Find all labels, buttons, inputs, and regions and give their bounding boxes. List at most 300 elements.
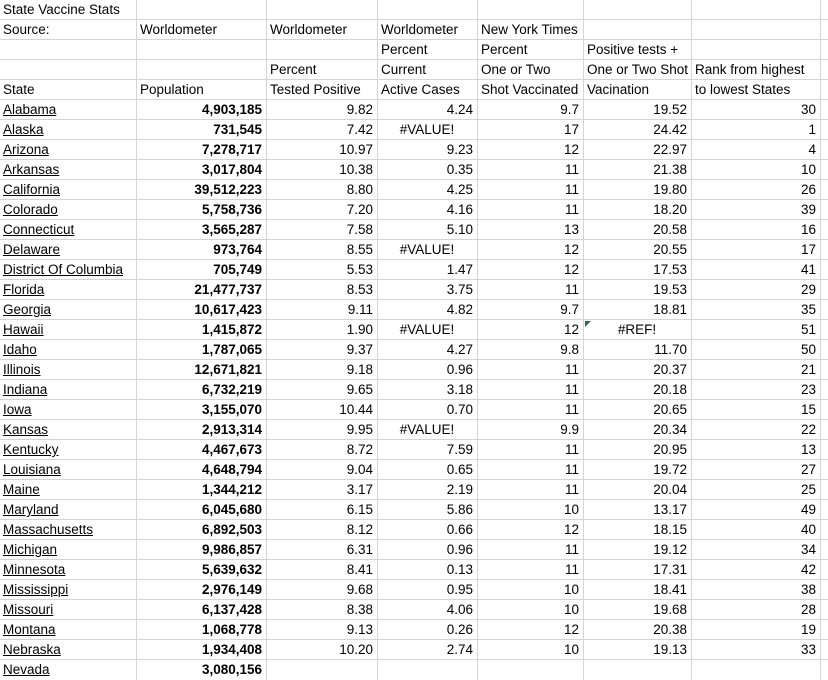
- vacination-cell[interactable]: 18.15: [584, 520, 692, 540]
- table-row: [0, 440, 828, 460]
- empty-cell[interactable]: [267, 40, 378, 60]
- active-cases-cell[interactable]: 0.96: [378, 360, 478, 380]
- vacination-cell[interactable]: 11.70: [584, 340, 692, 360]
- rank-cell[interactable]: 35: [692, 300, 821, 320]
- empty-cell[interactable]: [821, 360, 828, 380]
- active-cases-cell[interactable]: 0.13: [378, 560, 478, 580]
- shot-vaccinated-cell[interactable]: 11: [478, 560, 584, 580]
- population-cell[interactable]: 7,278,717: [137, 140, 267, 160]
- data-rows: [0, 100, 828, 677]
- shot-vaccinated-cell[interactable]: 12: [478, 240, 584, 260]
- tested-positive-cell[interactable]: 8.55: [267, 240, 378, 260]
- active-cases-cell[interactable]: 4.27: [378, 340, 478, 360]
- population-cell[interactable]: 4,648,794: [137, 460, 267, 480]
- vacination-cell[interactable]: 18.41: [584, 580, 692, 600]
- rank-cell[interactable]: 10: [692, 160, 821, 180]
- empty-cell[interactable]: [0, 60, 137, 80]
- shot-vaccinated-cell[interactable]: 10: [478, 600, 584, 620]
- rank-cell[interactable]: 40: [692, 520, 821, 540]
- state-cell[interactable]: Massachusetts: [0, 520, 137, 540]
- rank-cell[interactable]: 26: [692, 180, 821, 200]
- tested-header-line1-cell[interactable]: Percent: [267, 60, 378, 80]
- empty-cell[interactable]: [137, 60, 267, 80]
- active-cases-cell[interactable]: #VALUE!: [378, 240, 478, 260]
- column-header-population[interactable]: Population: [137, 80, 267, 100]
- population-cell[interactable]: 1,068,778: [137, 620, 267, 640]
- active-cases-cell[interactable]: 0.65: [378, 460, 478, 480]
- table-row: [0, 540, 828, 560]
- state-cell[interactable]: Alabama: [0, 100, 137, 120]
- vacination-cell[interactable]: 19.52: [584, 100, 692, 120]
- active-cases-cell[interactable]: #VALUE!: [378, 320, 478, 340]
- shot-vaccinated-cell[interactable]: 11: [478, 160, 584, 180]
- tested-positive-cell[interactable]: 10.38: [267, 160, 378, 180]
- vacination-cell[interactable]: 18.20: [584, 200, 692, 220]
- rank-header-line1-cell[interactable]: Rank from highest: [692, 60, 821, 80]
- tested-positive-cell[interactable]: 9.68: [267, 580, 378, 600]
- population-cell[interactable]: 10,617,423: [137, 300, 267, 320]
- tested-positive-cell[interactable]: [267, 660, 378, 680]
- population-cell[interactable]: 12,671,821: [137, 360, 267, 380]
- tested-positive-cell[interactable]: 8.12: [267, 520, 378, 540]
- tested-positive-cell[interactable]: 6.15: [267, 500, 378, 520]
- active-cases-cell[interactable]: #VALUE!: [378, 420, 478, 440]
- empty-cell[interactable]: [478, 0, 584, 20]
- shot-vaccinated-cell[interactable]: 12: [478, 320, 584, 340]
- empty-cell[interactable]: [821, 640, 828, 660]
- empty-cell[interactable]: [821, 140, 828, 160]
- rank-cell[interactable]: 51: [692, 320, 821, 340]
- active-cases-cell[interactable]: [378, 660, 478, 680]
- population-cell[interactable]: 1,415,872: [137, 320, 267, 340]
- table-row: [0, 640, 828, 660]
- column-header-state[interactable]: State: [0, 80, 137, 100]
- tested-positive-cell[interactable]: 3.17: [267, 480, 378, 500]
- active-header-line1-cell[interactable]: Percent: [378, 40, 478, 60]
- table-row: [0, 580, 828, 600]
- rank-cell[interactable]: 29: [692, 280, 821, 300]
- empty-cell[interactable]: [821, 100, 828, 120]
- header-row-3: [0, 40, 828, 60]
- vacination-header-line1-cell[interactable]: Positive tests +: [584, 40, 692, 60]
- tested-positive-cell[interactable]: 6.31: [267, 540, 378, 560]
- empty-cell[interactable]: [821, 380, 828, 400]
- empty-cell[interactable]: [821, 80, 828, 100]
- population-cell[interactable]: 3,565,287: [137, 220, 267, 240]
- vacination-cell[interactable]: 20.34: [584, 420, 692, 440]
- active-header-line2-cell[interactable]: Current: [378, 60, 478, 80]
- table-row: [0, 160, 828, 180]
- vacination-cell[interactable]: 20.37: [584, 360, 692, 380]
- vacination-cell[interactable]: 19.13: [584, 640, 692, 660]
- state-cell[interactable]: Arizona: [0, 140, 137, 160]
- shot-vaccinated-cell[interactable]: 11: [478, 200, 584, 220]
- empty-cell[interactable]: [821, 260, 828, 280]
- vacination-cell[interactable]: 20.55: [584, 240, 692, 260]
- state-cell[interactable]: Georgia: [0, 300, 137, 320]
- state-cell[interactable]: Montana: [0, 620, 137, 640]
- state-cell[interactable]: Alaska: [0, 120, 137, 140]
- tested-positive-cell[interactable]: 10.44: [267, 400, 378, 420]
- active-cases-cell[interactable]: 9.23: [378, 140, 478, 160]
- rank-cell[interactable]: 13: [692, 440, 821, 460]
- empty-cell[interactable]: [821, 600, 828, 620]
- source-tested-cell[interactable]: Worldometer: [267, 20, 378, 40]
- state-cell[interactable]: Mississippi: [0, 580, 137, 600]
- table-row: [0, 560, 828, 580]
- empty-cell[interactable]: [692, 0, 821, 20]
- empty-cell[interactable]: [821, 480, 828, 500]
- rank-cell[interactable]: 16: [692, 220, 821, 240]
- shot-vaccinated-cell[interactable]: 9.7: [478, 100, 584, 120]
- population-cell[interactable]: 2,976,149: [137, 580, 267, 600]
- vaccinated-header-line2-cell[interactable]: One or Two: [478, 60, 584, 80]
- tested-positive-cell[interactable]: 10.97: [267, 140, 378, 160]
- rank-cell[interactable]: 27: [692, 460, 821, 480]
- table-row: [0, 260, 828, 280]
- empty-cell[interactable]: [821, 160, 828, 180]
- state-cell[interactable]: Kentucky: [0, 440, 137, 460]
- shot-vaccinated-cell[interactable]: 11: [478, 380, 584, 400]
- tested-positive-cell[interactable]: 7.58: [267, 220, 378, 240]
- tested-positive-cell[interactable]: 9.65: [267, 380, 378, 400]
- table-row: [0, 100, 828, 120]
- active-cases-cell[interactable]: 4.25: [378, 180, 478, 200]
- empty-cell[interactable]: [821, 400, 828, 420]
- shot-vaccinated-cell[interactable]: 13: [478, 220, 584, 240]
- table-row: [0, 280, 828, 300]
- sheet-title-cell[interactable]: State Vaccine Stats: [0, 0, 137, 20]
- shot-vaccinated-cell[interactable]: 11: [478, 180, 584, 200]
- vacination-cell[interactable]: 24.42: [584, 120, 692, 140]
- shot-vaccinated-cell[interactable]: 9.9: [478, 420, 584, 440]
- empty-cell[interactable]: [0, 40, 137, 60]
- empty-cell[interactable]: [821, 440, 828, 460]
- empty-cell[interactable]: [821, 320, 828, 340]
- shot-vaccinated-cell[interactable]: 11: [478, 440, 584, 460]
- state-cell[interactable]: Arkansas: [0, 160, 137, 180]
- active-cases-cell[interactable]: 3.75: [378, 280, 478, 300]
- population-cell[interactable]: 6,732,219: [137, 380, 267, 400]
- shot-vaccinated-cell[interactable]: 12: [478, 260, 584, 280]
- vacination-cell[interactable]: 13.17: [584, 500, 692, 520]
- table-row: [0, 460, 828, 480]
- state-cell[interactable]: Iowa: [0, 400, 137, 420]
- state-cell[interactable]: Nebraska: [0, 640, 137, 660]
- rank-cell[interactable]: 41: [692, 260, 821, 280]
- population-cell[interactable]: 1,344,212: [137, 480, 267, 500]
- state-cell[interactable]: Florida: [0, 280, 137, 300]
- rank-cell[interactable]: 15: [692, 400, 821, 420]
- active-cases-cell[interactable]: 7.59: [378, 440, 478, 460]
- rank-cell[interactable]: 1: [692, 120, 821, 140]
- rank-cell[interactable]: 39: [692, 200, 821, 220]
- table-row: [0, 200, 828, 220]
- population-cell[interactable]: 3,080,156: [137, 660, 267, 680]
- rank-cell[interactable]: 34: [692, 540, 821, 560]
- empty-cell[interactable]: [821, 200, 828, 220]
- shot-vaccinated-cell[interactable]: 10: [478, 500, 584, 520]
- population-cell[interactable]: 6,892,503: [137, 520, 267, 540]
- active-cases-cell[interactable]: 0.96: [378, 540, 478, 560]
- empty-cell[interactable]: [821, 460, 828, 480]
- vacination-cell[interactable]: #REF!: [584, 320, 692, 340]
- empty-cell[interactable]: [821, 540, 828, 560]
- empty-cell[interactable]: [584, 20, 692, 40]
- active-cases-cell[interactable]: 2.19: [378, 480, 478, 500]
- empty-cell[interactable]: [821, 560, 828, 580]
- active-cases-cell[interactable]: 0.26: [378, 620, 478, 640]
- rank-cell[interactable]: 49: [692, 500, 821, 520]
- rank-cell[interactable]: 4: [692, 140, 821, 160]
- rank-cell[interactable]: 21: [692, 360, 821, 380]
- empty-cell[interactable]: [584, 0, 692, 20]
- rank-cell[interactable]: 19: [692, 620, 821, 640]
- active-cases-cell[interactable]: #VALUE!: [378, 120, 478, 140]
- tested-positive-cell[interactable]: 9.18: [267, 360, 378, 380]
- active-cases-cell[interactable]: 2.74: [378, 640, 478, 660]
- vacination-cell[interactable]: 20.04: [584, 480, 692, 500]
- column-header-rank[interactable]: to lowest States: [692, 80, 821, 100]
- column-header-tested[interactable]: Tested Positive: [267, 80, 378, 100]
- vacination-cell[interactable]: 20.95: [584, 440, 692, 460]
- table-row: [0, 180, 828, 200]
- empty-cell[interactable]: [378, 0, 478, 20]
- active-cases-cell[interactable]: 5.86: [378, 500, 478, 520]
- shot-vaccinated-cell[interactable]: 9.8: [478, 340, 584, 360]
- state-cell[interactable]: Indiana: [0, 380, 137, 400]
- shot-vaccinated-cell[interactable]: 10: [478, 640, 584, 660]
- empty-cell[interactable]: [821, 40, 828, 60]
- empty-cell[interactable]: [821, 300, 828, 320]
- rank-cell[interactable]: 22: [692, 420, 821, 440]
- tested-positive-cell[interactable]: 9.04: [267, 460, 378, 480]
- empty-cell[interactable]: [821, 660, 828, 680]
- population-cell[interactable]: 973,764: [137, 240, 267, 260]
- rank-cell[interactable]: 30: [692, 100, 821, 120]
- rank-cell[interactable]: 28: [692, 600, 821, 620]
- state-cell[interactable]: Idaho: [0, 340, 137, 360]
- state-cell[interactable]: Connecticut: [0, 220, 137, 240]
- vacination-cell[interactable]: 19.72: [584, 460, 692, 480]
- state-cell[interactable]: Illinois: [0, 360, 137, 380]
- shot-vaccinated-cell[interactable]: 11: [478, 540, 584, 560]
- shot-vaccinated-cell[interactable]: 12: [478, 140, 584, 160]
- active-cases-cell[interactable]: 4.16: [378, 200, 478, 220]
- source-label-cell[interactable]: Source:: [0, 20, 137, 40]
- empty-cell[interactable]: [821, 60, 828, 80]
- table-row: [0, 120, 828, 140]
- rank-cell[interactable]: [692, 660, 821, 680]
- active-cases-cell[interactable]: 0.70: [378, 400, 478, 420]
- active-cases-cell[interactable]: 3.18: [378, 380, 478, 400]
- state-cell[interactable]: Colorado: [0, 200, 137, 220]
- table-row: [0, 320, 828, 340]
- vacination-cell[interactable]: 21.38: [584, 160, 692, 180]
- empty-cell[interactable]: [821, 280, 828, 300]
- shot-vaccinated-cell[interactable]: 10: [478, 580, 584, 600]
- tested-positive-cell[interactable]: 9.13: [267, 620, 378, 640]
- population-cell[interactable]: 731,545: [137, 120, 267, 140]
- state-cell[interactable]: Michigan: [0, 540, 137, 560]
- vacination-cell[interactable]: 20.58: [584, 220, 692, 240]
- rank-cell[interactable]: 33: [692, 640, 821, 660]
- state-cell[interactable]: Nevada: [0, 660, 137, 680]
- column-header-vaccinated[interactable]: Shot Vaccinated: [478, 80, 584, 100]
- empty-cell[interactable]: [821, 520, 828, 540]
- shot-vaccinated-cell[interactable]: 11: [478, 480, 584, 500]
- error-indicator-icon: [585, 321, 591, 327]
- vacination-cell[interactable]: 18.81: [584, 300, 692, 320]
- population-cell[interactable]: 4,903,185: [137, 100, 267, 120]
- empty-cell[interactable]: [821, 340, 828, 360]
- empty-cell[interactable]: [692, 20, 821, 40]
- population-cell[interactable]: 6,045,680: [137, 500, 267, 520]
- vacination-cell[interactable]: 19.68: [584, 600, 692, 620]
- vacination-cell[interactable]: 22.97: [584, 140, 692, 160]
- active-cases-cell[interactable]: 5.10: [378, 220, 478, 240]
- population-cell[interactable]: 2,913,314: [137, 420, 267, 440]
- state-cell[interactable]: Minnesota: [0, 560, 137, 580]
- tested-positive-cell[interactable]: 5.53: [267, 260, 378, 280]
- tested-positive-cell[interactable]: 7.20: [267, 200, 378, 220]
- active-cases-cell[interactable]: 0.35: [378, 160, 478, 180]
- shot-vaccinated-cell[interactable]: 11: [478, 360, 584, 380]
- state-cell[interactable]: Kansas: [0, 420, 137, 440]
- state-cell[interactable]: Maryland: [0, 500, 137, 520]
- vacination-cell[interactable]: 19.12: [584, 540, 692, 560]
- tested-positive-cell[interactable]: 9.37: [267, 340, 378, 360]
- active-cases-cell[interactable]: 0.66: [378, 520, 478, 540]
- shot-vaccinated-cell[interactable]: 12: [478, 620, 584, 640]
- tested-positive-cell[interactable]: 8.41: [267, 560, 378, 580]
- table-row: [0, 220, 828, 240]
- vacination-cell[interactable]: 20.65: [584, 400, 692, 420]
- empty-cell[interactable]: [821, 0, 828, 20]
- source-population-cell[interactable]: Worldometer: [137, 20, 267, 40]
- column-header-vacination[interactable]: Vacination: [584, 80, 692, 100]
- source-vaccinated-cell[interactable]: New York Times: [478, 20, 584, 40]
- vacination-cell[interactable]: 20.38: [584, 620, 692, 640]
- empty-cell[interactable]: [821, 620, 828, 640]
- empty-cell[interactable]: [137, 0, 267, 20]
- population-cell[interactable]: 1,787,065: [137, 340, 267, 360]
- tested-positive-cell[interactable]: 1.90: [267, 320, 378, 340]
- shot-vaccinated-cell[interactable]: 12: [478, 520, 584, 540]
- population-cell[interactable]: 4,467,673: [137, 440, 267, 460]
- vacination-header-line2-cell[interactable]: One or Two Shot: [584, 60, 692, 80]
- tested-positive-cell[interactable]: 8.38: [267, 600, 378, 620]
- state-cell[interactable]: California: [0, 180, 137, 200]
- shot-vaccinated-cell[interactable]: [478, 660, 584, 680]
- table-row: [0, 520, 828, 540]
- shot-vaccinated-cell[interactable]: 11: [478, 400, 584, 420]
- vacination-cell[interactable]: 19.80: [584, 180, 692, 200]
- vacination-cell[interactable]: 20.18: [584, 380, 692, 400]
- table-row: [0, 600, 828, 620]
- header-row-columns: [0, 80, 828, 100]
- table-row: [0, 420, 828, 440]
- active-cases-cell[interactable]: 4.06: [378, 600, 478, 620]
- empty-cell[interactable]: [821, 120, 828, 140]
- shot-vaccinated-cell[interactable]: 11: [478, 460, 584, 480]
- population-cell[interactable]: 3,017,804: [137, 160, 267, 180]
- state-cell[interactable]: Louisiana: [0, 460, 137, 480]
- tested-positive-cell[interactable]: 9.82: [267, 100, 378, 120]
- rank-cell[interactable]: 42: [692, 560, 821, 580]
- tested-positive-cell[interactable]: 10.20: [267, 640, 378, 660]
- rank-cell[interactable]: 38: [692, 580, 821, 600]
- empty-cell[interactable]: [821, 420, 828, 440]
- tested-positive-cell[interactable]: 7.42: [267, 120, 378, 140]
- tested-positive-cell[interactable]: 8.80: [267, 180, 378, 200]
- active-cases-cell[interactable]: 4.82: [378, 300, 478, 320]
- state-cell[interactable]: Hawaii: [0, 320, 137, 340]
- population-cell[interactable]: 6,137,428: [137, 600, 267, 620]
- rank-cell[interactable]: 25: [692, 480, 821, 500]
- empty-cell[interactable]: [137, 40, 267, 60]
- tested-positive-cell[interactable]: 8.53: [267, 280, 378, 300]
- vaccinated-header-line1-cell[interactable]: Percent: [478, 40, 584, 60]
- population-cell[interactable]: 5,639,632: [137, 560, 267, 580]
- population-cell[interactable]: 21,477,737: [137, 280, 267, 300]
- empty-cell[interactable]: [821, 240, 828, 260]
- vacination-cell[interactable]: 17.53: [584, 260, 692, 280]
- population-cell[interactable]: 9,986,857: [137, 540, 267, 560]
- empty-cell[interactable]: [821, 500, 828, 520]
- tested-positive-cell[interactable]: 9.11: [267, 300, 378, 320]
- active-cases-cell[interactable]: 1.47: [378, 260, 478, 280]
- table-row: [0, 400, 828, 420]
- population-cell[interactable]: 39,512,223: [137, 180, 267, 200]
- header-row-sources: [0, 20, 828, 40]
- empty-cell[interactable]: [821, 180, 828, 200]
- empty-cell[interactable]: [821, 580, 828, 600]
- rank-cell[interactable]: 17: [692, 240, 821, 260]
- shot-vaccinated-cell[interactable]: 17: [478, 120, 584, 140]
- vacination-cell[interactable]: [584, 660, 692, 680]
- active-cases-cell[interactable]: 0.95: [378, 580, 478, 600]
- empty-cell[interactable]: [821, 220, 828, 240]
- empty-cell[interactable]: [267, 0, 378, 20]
- state-cell[interactable]: Missouri: [0, 600, 137, 620]
- population-cell[interactable]: 1,934,408: [137, 640, 267, 660]
- column-header-active[interactable]: Active Cases: [378, 80, 478, 100]
- vacination-cell[interactable]: 17.31: [584, 560, 692, 580]
- state-cell[interactable]: Delaware: [0, 240, 137, 260]
- table-row: [0, 500, 828, 520]
- header-row-4: [0, 60, 828, 80]
- source-active-cell[interactable]: Worldometer: [378, 20, 478, 40]
- population-cell[interactable]: 705,749: [137, 260, 267, 280]
- state-cell[interactable]: Maine: [0, 480, 137, 500]
- table-row: [0, 380, 828, 400]
- table-row: [0, 140, 828, 160]
- population-cell[interactable]: 3,155,070: [137, 400, 267, 420]
- tested-positive-cell[interactable]: 8.72: [267, 440, 378, 460]
- empty-cell[interactable]: [821, 20, 828, 40]
- state-cell[interactable]: District Of Columbia: [0, 260, 137, 280]
- vacination-cell[interactable]: 19.53: [584, 280, 692, 300]
- empty-cell[interactable]: [692, 40, 821, 60]
- tested-positive-cell[interactable]: 9.95: [267, 420, 378, 440]
- rank-cell[interactable]: 23: [692, 380, 821, 400]
- shot-vaccinated-cell[interactable]: 9.7: [478, 300, 584, 320]
- shot-vaccinated-cell[interactable]: 11: [478, 280, 584, 300]
- rank-cell[interactable]: 50: [692, 340, 821, 360]
- active-cases-cell[interactable]: 4.24: [378, 100, 478, 120]
- population-cell[interactable]: 5,758,736: [137, 200, 267, 220]
